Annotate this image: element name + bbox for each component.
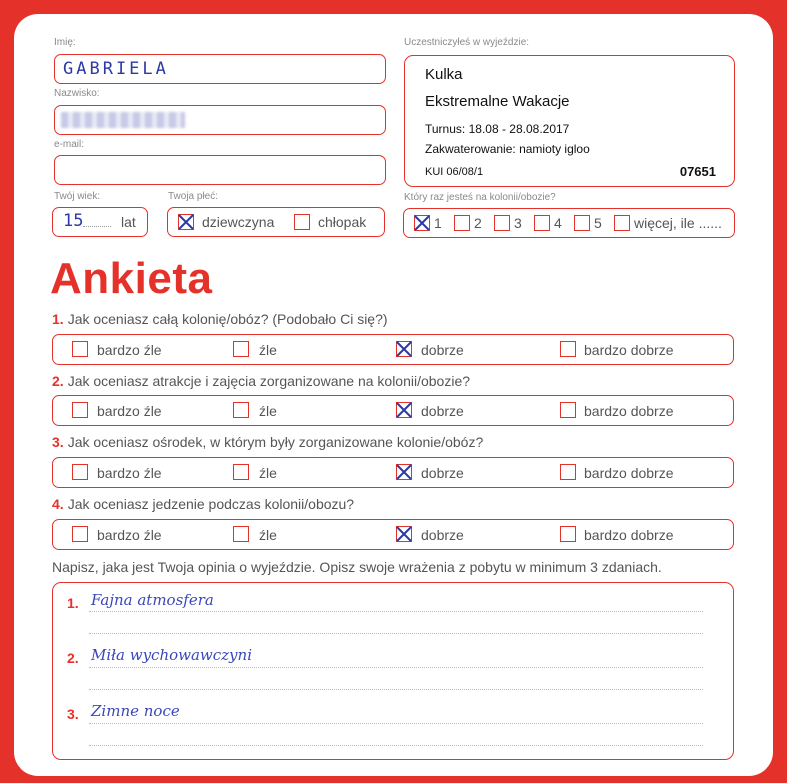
- q2-bardzo-dobrze-label: bardzo dobrze: [584, 403, 674, 419]
- surname-redacted: [61, 112, 185, 128]
- age-dots: [83, 226, 111, 227]
- times-4-checkbox[interactable]: [534, 215, 550, 231]
- q3-dobrze-label: dobrze: [421, 465, 464, 481]
- q2-bardzo-zle-label: bardzo źle: [97, 403, 162, 419]
- opinion-3-text: Zimne noce: [91, 702, 180, 720]
- question-3-options: [52, 457, 734, 488]
- q3-bardzo-dobrze-checkbox[interactable]: [560, 464, 576, 480]
- gender-boy-checkbox[interactable]: [294, 214, 310, 230]
- q2-zle-label: źle: [259, 403, 277, 419]
- opinion-3b-line: [89, 745, 703, 746]
- q4-bardzo-zle-label: bardzo źle: [97, 527, 162, 543]
- trip-code: KUI 06/08/1: [425, 166, 484, 178]
- accommodation-label: Zakwaterowanie:: [425, 142, 516, 156]
- email-field[interactable]: [54, 155, 386, 185]
- age-unit: lat: [121, 214, 136, 230]
- q1-bardzo-dobrze-checkbox[interactable]: [560, 341, 576, 357]
- question-3: [52, 434, 483, 450]
- q3-bardzo-dobrze-label: bardzo dobrze: [584, 465, 674, 481]
- question-2-text: Jak oceniasz atrakcje i zajęcia zorganizowane na kolonii/obozie?: [67, 373, 471, 389]
- q3-dobrze-checkbox[interactable]: [396, 464, 412, 480]
- accommodation-value: namioty igloo: [519, 142, 590, 156]
- trip-number: 07651: [679, 164, 716, 179]
- turnus-row: [425, 122, 569, 136]
- q2-zle-checkbox[interactable]: [233, 402, 249, 418]
- opinion-3-line: [89, 723, 703, 724]
- question-4-text: Jak oceniasz jedzenie podczas kolonii/obozu?: [67, 496, 355, 512]
- opinion-2b-line: [89, 689, 703, 690]
- q3-bardzo-zle-checkbox[interactable]: [72, 464, 88, 480]
- q3-zle-label: źle: [259, 465, 277, 481]
- times-label: Który raz jesteś na kolonii/obozie?: [404, 192, 556, 203]
- gender-field: [167, 207, 385, 237]
- name-value: GABRIELA: [63, 59, 169, 79]
- name-label: Imię:: [54, 37, 76, 48]
- question-2-options: [52, 395, 734, 426]
- q1-bardzo-zle-label: bardzo źle: [97, 342, 162, 358]
- times-3-label: 3: [514, 215, 522, 231]
- q2-bardzo-zle-checkbox[interactable]: [72, 402, 88, 418]
- q1-bardzo-dobrze-label: bardzo dobrze: [584, 342, 674, 358]
- q1-bardzo-zle-checkbox[interactable]: [72, 341, 88, 357]
- opinion-prompt: Napisz, jaka jest Twoja opinia o wyjeździe. Opisz swoje wrażenia z pobytu w minimum 3 zdaniach.: [52, 559, 662, 575]
- age-value: 15: [63, 211, 84, 231]
- survey-form: [14, 14, 773, 776]
- q3-bardzo-zle-label: bardzo źle: [97, 465, 162, 481]
- question-4-number: 4.: [52, 496, 64, 512]
- times-field: [403, 208, 735, 238]
- q4-dobrze-label: dobrze: [421, 527, 464, 543]
- question-1: [52, 311, 388, 327]
- turnus-value: 18.08 - 28.08.2017: [468, 122, 570, 136]
- opinion-1-text: Fajna atmosfera: [91, 591, 214, 609]
- accommodation-row: [425, 142, 590, 156]
- opinion-1-line: [89, 611, 703, 612]
- turnus-label: Turnus:: [425, 122, 466, 136]
- name-field[interactable]: [54, 54, 386, 84]
- times-5-label: 5: [594, 215, 602, 231]
- q4-dobrze-checkbox[interactable]: [396, 526, 412, 542]
- opinion-3-number: 3.: [67, 706, 79, 722]
- question-3-text: Jak oceniasz ośrodek, w którym były zorganizowane kolonie/obóz?: [67, 434, 484, 450]
- trip-info-box: [404, 55, 735, 187]
- gender-girl-checkbox[interactable]: [178, 214, 194, 230]
- q3-zle-checkbox[interactable]: [233, 464, 249, 480]
- question-4-options: [52, 519, 734, 550]
- question-2-number: 2.: [52, 373, 64, 389]
- trip-name: Kulka: [425, 66, 463, 83]
- surname-label: Nazwisko:: [54, 88, 100, 99]
- times-1-label: 1: [434, 215, 442, 231]
- q4-zle-checkbox[interactable]: [233, 526, 249, 542]
- gender-boy-label: chłopak: [318, 214, 367, 230]
- opinion-2-number: 2.: [67, 650, 79, 666]
- times-5-checkbox[interactable]: [574, 215, 590, 231]
- q1-dobrze-label: dobrze: [421, 342, 464, 358]
- q1-zle-label: źle: [259, 342, 277, 358]
- q1-zle-checkbox[interactable]: [233, 341, 249, 357]
- times-4-label: 4: [554, 215, 562, 231]
- q2-bardzo-dobrze-checkbox[interactable]: [560, 402, 576, 418]
- gender-label: Twoja płeć:: [168, 191, 219, 202]
- question-1-options: [52, 334, 734, 365]
- q4-bardzo-dobrze-checkbox[interactable]: [560, 526, 576, 542]
- times-more-label: więcej, ile ......: [634, 215, 722, 231]
- survey-title: Ankieta: [50, 254, 213, 303]
- times-2-checkbox[interactable]: [454, 215, 470, 231]
- q2-dobrze-label: dobrze: [421, 403, 464, 419]
- opinion-2-line: [89, 667, 703, 668]
- question-3-number: 3.: [52, 434, 64, 450]
- question-4: [52, 496, 354, 512]
- opinion-2-text: Miła wychowawczyni: [91, 646, 252, 664]
- opinion-1-number: 1.: [67, 595, 79, 611]
- q1-dobrze-checkbox[interactable]: [396, 341, 412, 357]
- age-label: Twój wiek:: [54, 191, 101, 202]
- times-2-label: 2: [474, 215, 482, 231]
- q4-zle-label: źle: [259, 527, 277, 543]
- times-1-checkbox[interactable]: [414, 215, 430, 231]
- opinion-box[interactable]: [52, 582, 734, 760]
- question-1-text: Jak oceniasz całą kolonię/obóz? (Podobało Ci się?): [67, 311, 388, 327]
- email-label: e-mail:: [54, 139, 85, 150]
- question-2: [52, 373, 470, 389]
- age-field[interactable]: [52, 207, 148, 237]
- trip-label: Uczestniczyłeś w wyjeździe:: [404, 37, 530, 48]
- gender-girl-label: dziewczyna: [202, 214, 275, 230]
- question-1-number: 1.: [52, 311, 64, 327]
- times-more-checkbox[interactable]: [614, 215, 630, 231]
- opinion-1b-line: [89, 633, 703, 634]
- times-3-checkbox[interactable]: [494, 215, 510, 231]
- trip-program: Ekstremalne Wakacje: [425, 93, 570, 110]
- surname-field[interactable]: [54, 105, 386, 135]
- q4-bardzo-dobrze-label: bardzo dobrze: [584, 527, 674, 543]
- q4-bardzo-zle-checkbox[interactable]: [72, 526, 88, 542]
- q2-dobrze-checkbox[interactable]: [396, 402, 412, 418]
